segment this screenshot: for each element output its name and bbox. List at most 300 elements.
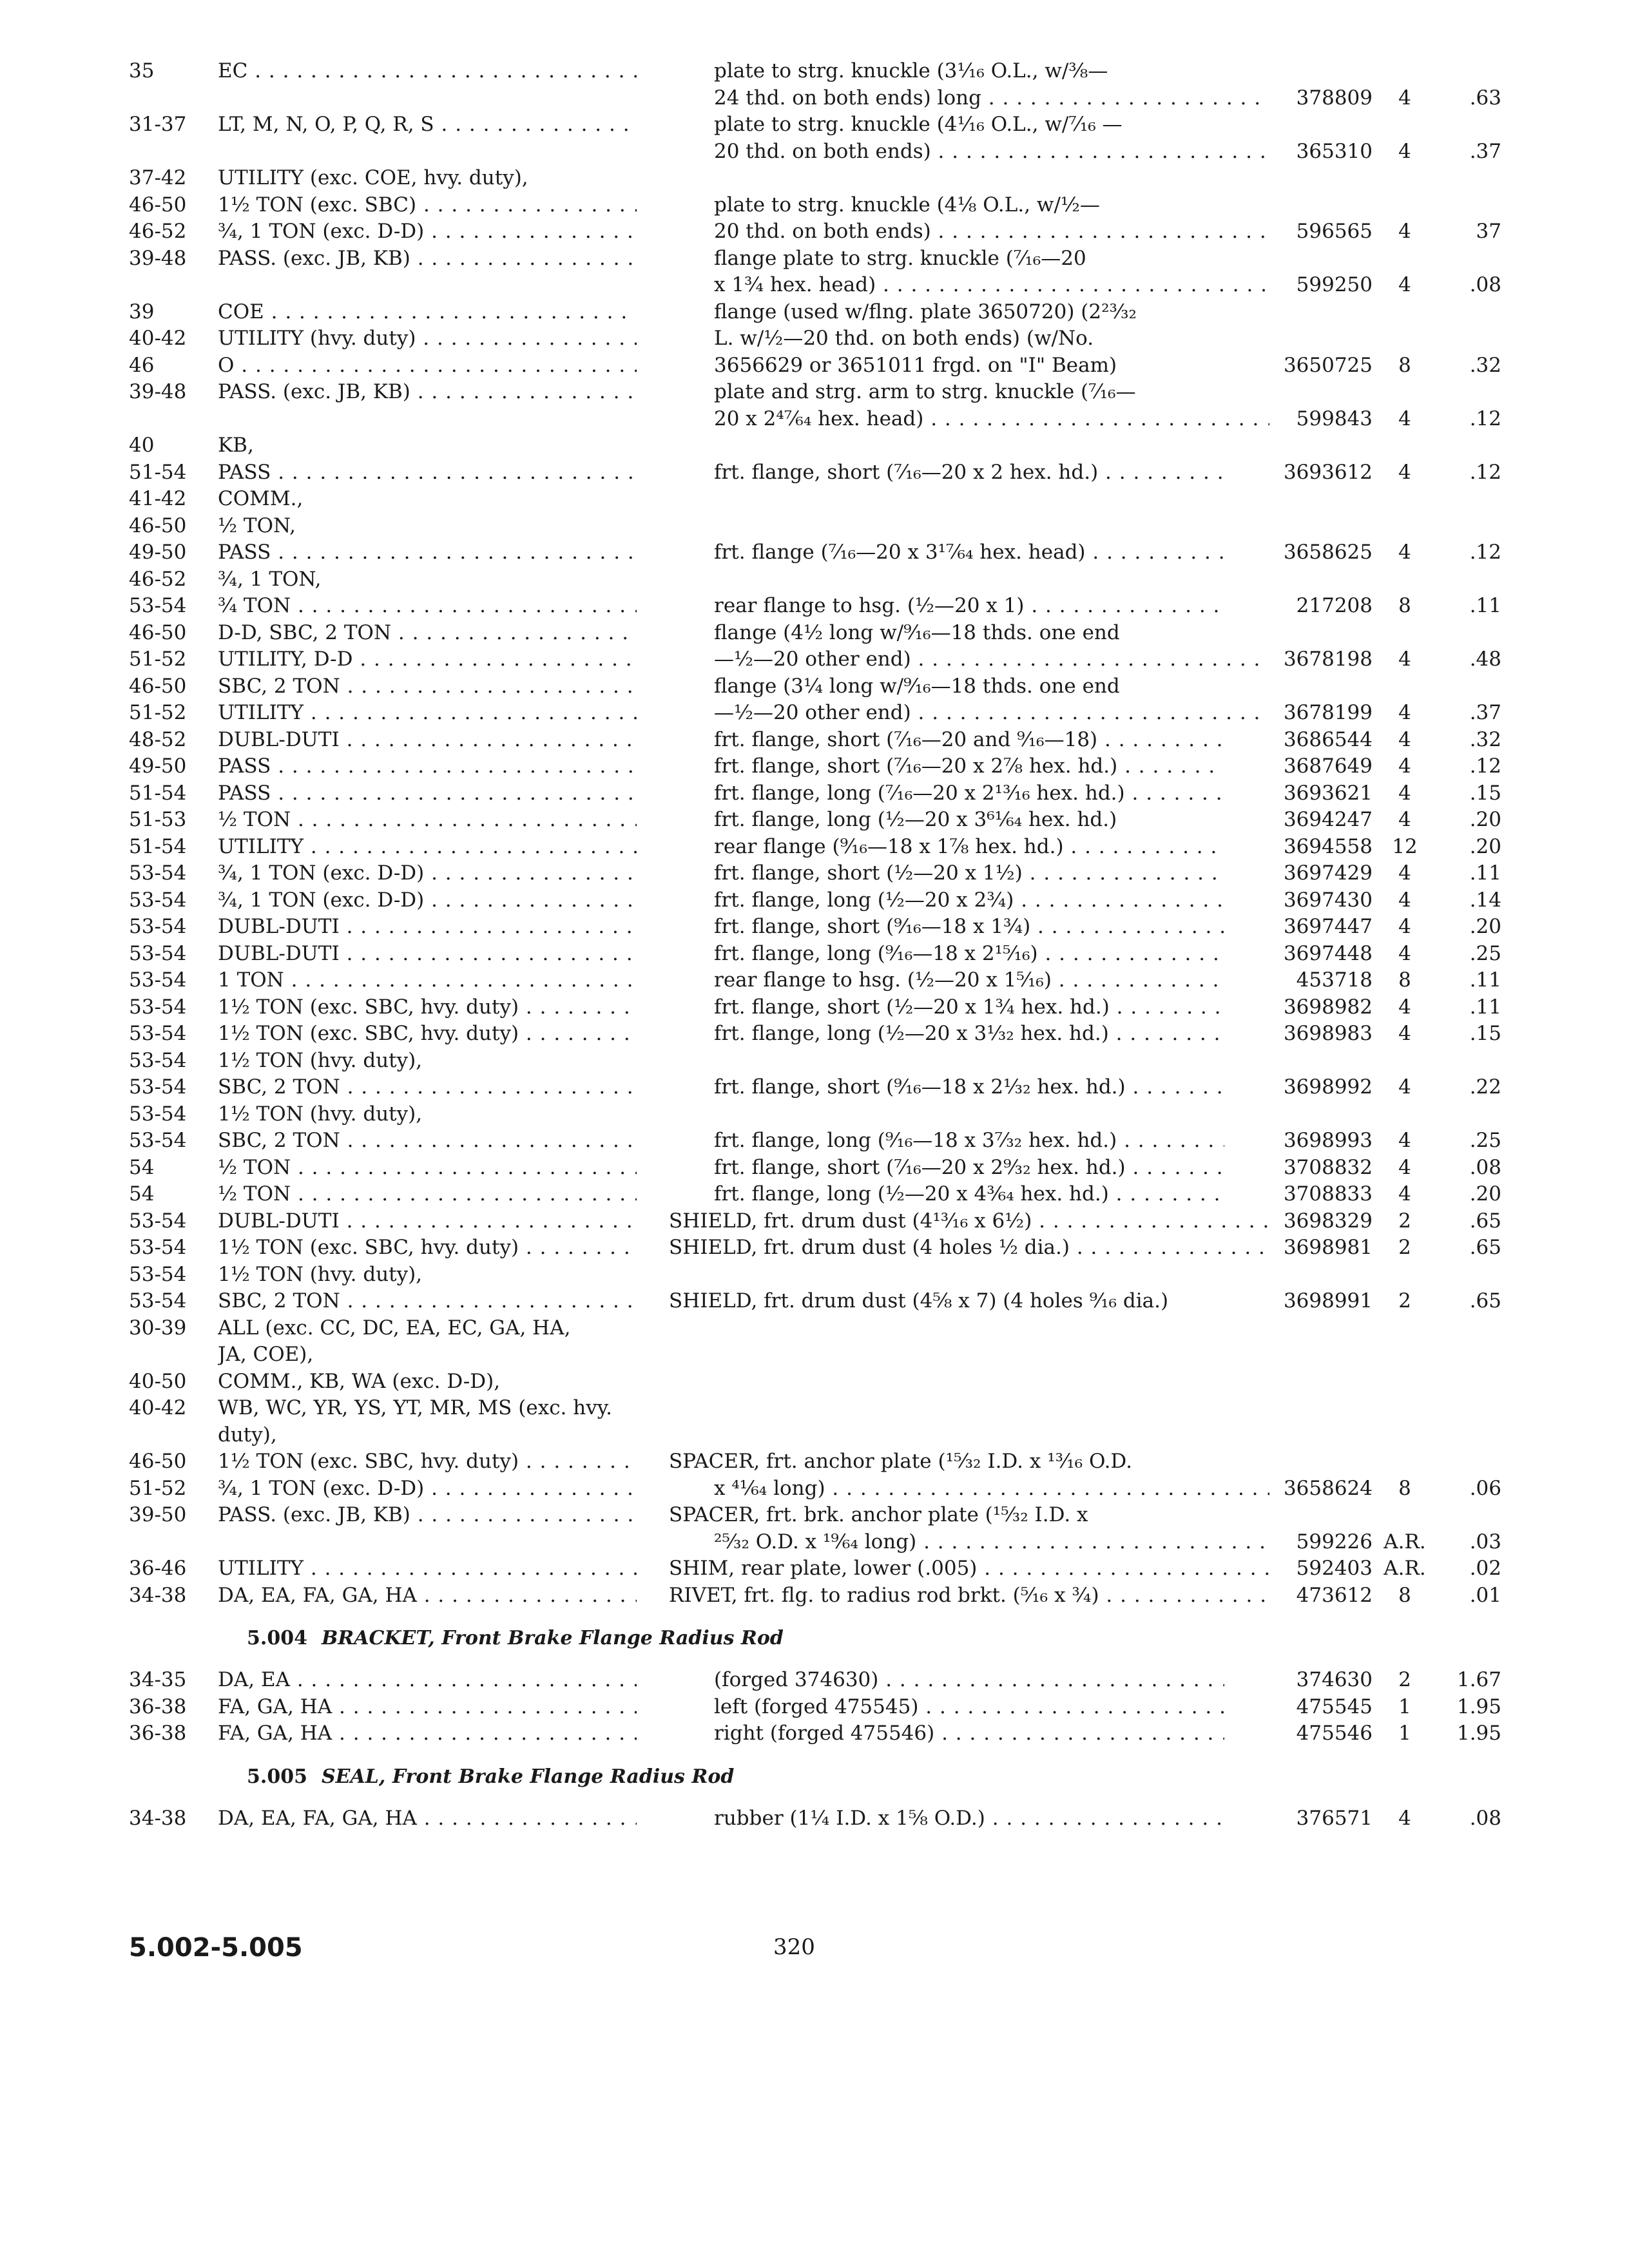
table-row xyxy=(129,1021,1501,1048)
year-cell: 46-52 xyxy=(129,220,187,243)
price-cell: .08 xyxy=(1469,1806,1501,1830)
model-cell: O . . . xyxy=(218,352,637,380)
part-number-cell: 475546 xyxy=(1296,1722,1373,1745)
quantity-cell: 4 xyxy=(1398,1075,1411,1099)
part-number-cell: 3687649 xyxy=(1283,754,1373,778)
table-row xyxy=(129,58,1418,85)
year-cell: 34-35 xyxy=(129,1668,187,1691)
table-row xyxy=(129,379,1418,406)
year-cell: 39-48 xyxy=(129,380,187,403)
description-cell: frt. flange, long (⁹⁄₁₆—18 x 3⁷⁄₃₂ hex. hd.) . . . xyxy=(669,1128,1224,1155)
table-row xyxy=(129,646,1501,673)
quantity-cell: 12 xyxy=(1392,834,1418,858)
section-header xyxy=(129,1747,1418,1805)
year-cell: 46-52 xyxy=(129,567,187,591)
model-cell: PASS . . . xyxy=(218,780,637,807)
model-cell: 1 TON . . . xyxy=(218,967,637,994)
description-cell: frt. flange, short (⁷⁄₁₆—20 x 2⁹⁄₃₂ hex. hd.) . . . xyxy=(669,1155,1224,1182)
price-cell: .08 xyxy=(1469,273,1501,296)
year-cell: 49-50 xyxy=(129,754,187,778)
price-cell: .65 xyxy=(1469,1289,1501,1312)
description-cell: flange plate to strg. knuckle (⁷⁄₁₆—20 xyxy=(714,246,1086,270)
price-cell: .37 xyxy=(1469,701,1501,724)
part-number-cell: 3658624 xyxy=(1283,1476,1373,1500)
price-cell: .12 xyxy=(1469,460,1501,484)
table-row xyxy=(129,1262,1418,1289)
quantity-cell: 2 xyxy=(1398,1236,1411,1259)
price-cell: .25 xyxy=(1469,941,1501,965)
model-cell: 1½ TON (exc. SBC, hvy. duty) . . . xyxy=(218,994,637,1021)
model-cell: 1½ TON (exc. SBC, hvy. duty) . . . xyxy=(218,1021,637,1048)
year-cell: 41-42 xyxy=(129,487,187,510)
quantity-cell: 4 xyxy=(1398,541,1411,564)
model-cell: PASS. (exc. JB, KB) . . . xyxy=(218,1502,637,1529)
table-row xyxy=(129,914,1501,941)
quantity-cell: 4 xyxy=(1398,888,1411,912)
description-cell: SHIELD, frt. drum dust (4¹³⁄₁₆ x 6½) . . . xyxy=(669,1208,1269,1235)
table-row xyxy=(129,1315,1418,1342)
description-cell: 24 thd. on both ends) long . . . xyxy=(669,85,1269,112)
quantity-cell: 8 xyxy=(1398,353,1411,377)
quantity-cell: 4 xyxy=(1398,861,1411,885)
year-cell: 46 xyxy=(129,353,155,377)
description-cell: flange (3¼ long w/⁹⁄₁₆—18 thds. one end xyxy=(714,674,1120,698)
quantity-cell: A.R. xyxy=(1383,1557,1426,1580)
price-cell: .32 xyxy=(1469,353,1501,377)
description-cell: frt. flange, short (⁹⁄₁₆—18 x 1¾) . . . xyxy=(669,914,1224,941)
year-cell: 40-50 xyxy=(129,1369,187,1393)
description-cell: frt. flange, long (⁹⁄₁₆—18 x 2¹⁵⁄₁₆) . . . xyxy=(669,941,1224,968)
year-cell: 53-54 xyxy=(129,888,187,912)
section-header xyxy=(129,1609,1418,1667)
model-cell: UTILITY . . . xyxy=(218,1555,637,1582)
model-cell: PASS . . . xyxy=(218,459,637,486)
quantity-cell: 4 xyxy=(1398,808,1411,831)
description-cell: rear flange (⁹⁄₁₆—18 x 1⅞ hex. hd.) . . . xyxy=(669,834,1224,861)
description-cell: frt. flange, short (½—20 x 1¾ hex. hd.) . . . xyxy=(669,994,1224,1021)
quantity-cell: 1 xyxy=(1398,1695,1411,1718)
quantity-cell: 2 xyxy=(1398,1209,1411,1233)
page-number: 320 xyxy=(773,1934,815,1960)
model-cell: ¾, 1 TON (exc. D-D) . . . xyxy=(218,218,637,245)
description-cell: plate and strg. arm to strg. knuckle (⁷⁄₁₆— xyxy=(714,380,1136,403)
year-cell: 48-52 xyxy=(129,727,187,751)
description-cell: rear flange to hsg. (½—20 x 1) . . . xyxy=(669,593,1224,620)
table-row xyxy=(129,139,1501,166)
part-number-cell: 599250 xyxy=(1296,273,1373,296)
price-cell: .12 xyxy=(1469,754,1501,778)
year-cell: 51-54 xyxy=(129,834,187,858)
quantity-cell: 4 xyxy=(1398,995,1411,1019)
description-cell: frt. flange, long (½—20 x 3⁶¹⁄₆₄ hex. hd.) xyxy=(714,808,1117,831)
description-cell: frt. flange, long (⁷⁄₁₆—20 x 2¹³⁄₁₆ hex. hd.) . . . xyxy=(669,780,1224,807)
price-cell: .32 xyxy=(1469,727,1501,751)
table-row xyxy=(129,1555,1501,1582)
description-cell: frt. flange, short (⁹⁄₁₆—18 x 2¹⁄₃₂ hex. hd.) . . . xyxy=(669,1074,1224,1101)
year-cell: 40 xyxy=(129,434,155,457)
model-cell: COMM., xyxy=(218,487,304,510)
price-cell: .14 xyxy=(1469,888,1501,912)
part-number-cell: 3697448 xyxy=(1283,941,1373,965)
model-cell: 1½ TON (hvy. duty), xyxy=(218,1048,423,1072)
price-cell: .15 xyxy=(1469,781,1501,805)
model-cell: KB, xyxy=(218,434,254,457)
part-number-cell: 3693621 xyxy=(1283,781,1373,805)
section-number: 5.005 xyxy=(247,1765,307,1788)
part-number-cell: 376571 xyxy=(1296,1806,1373,1830)
table-row xyxy=(129,1502,1418,1529)
year-cell: 53-54 xyxy=(129,594,187,617)
description-cell: 20 thd. on both ends) . . . xyxy=(669,139,1269,166)
model-cell: SBC, 2 TON . . . xyxy=(218,1128,637,1155)
quantity-cell: 4 xyxy=(1398,941,1411,965)
part-number-cell: 378809 xyxy=(1296,86,1373,110)
part-number-cell: 3698991 xyxy=(1283,1289,1373,1312)
quantity-cell: 4 xyxy=(1398,1155,1411,1179)
model-cell: COE . . . xyxy=(218,299,637,326)
table-row xyxy=(129,593,1501,620)
year-cell: 53-54 xyxy=(129,861,187,885)
table-row xyxy=(129,1235,1501,1262)
quantity-cell: 4 xyxy=(1398,727,1411,751)
description-cell: SHIELD, frt. drum dust (4⅝ x 7) (4 holes ⁹⁄₁₆ dia.) xyxy=(669,1289,1169,1312)
table-row xyxy=(129,85,1501,112)
model-cell: PASS . . . xyxy=(218,753,637,780)
year-cell: 39-50 xyxy=(129,1503,187,1526)
table-row xyxy=(129,1475,1501,1503)
model-cell: EC . . . xyxy=(218,58,637,85)
model-cell: FA, GA, HA . . . xyxy=(218,1694,637,1721)
table-row xyxy=(129,1448,1418,1475)
description-cell: frt. flange, short (⁷⁄₁₆—20 and ⁹⁄₁₆—18) . . . xyxy=(669,727,1224,754)
description-cell: SHIELD, frt. drum dust (4 holes ½ dia.) . . . xyxy=(669,1235,1269,1262)
quantity-cell: 4 xyxy=(1398,460,1411,484)
quantity-cell: 8 xyxy=(1398,1583,1411,1607)
price-cell: .12 xyxy=(1469,407,1501,430)
model-cell: ¾, 1 TON (exc. D-D) . . . xyxy=(218,860,637,887)
quantity-cell: 2 xyxy=(1398,1289,1411,1312)
year-cell: 36-38 xyxy=(129,1695,187,1718)
year-cell: 39-48 xyxy=(129,246,187,270)
model-cell: SBC, 2 TON . . . xyxy=(218,1074,637,1101)
table-row xyxy=(129,1720,1501,1747)
year-cell: 53-54 xyxy=(129,1102,187,1126)
year-cell: 53-54 xyxy=(129,915,187,938)
model-cell: UTILITY (hvy. duty) . . . xyxy=(218,325,637,352)
description-cell: x ⁴¹⁄₆₄ long) . . . xyxy=(669,1475,1269,1503)
price-cell: .02 xyxy=(1469,1557,1501,1580)
price-cell: .20 xyxy=(1469,808,1501,831)
table-row xyxy=(129,539,1501,566)
table-row xyxy=(129,272,1501,299)
price-cell: 37 xyxy=(1476,220,1501,243)
year-cell: 40-42 xyxy=(129,327,187,350)
price-cell: .01 xyxy=(1469,1583,1501,1607)
model-cell: D-D, SBC, 2 TON . . . xyxy=(218,620,637,647)
table-row xyxy=(129,1048,1418,1075)
table-row xyxy=(129,941,1501,968)
quantity-cell: A.R. xyxy=(1383,1530,1426,1553)
table-row xyxy=(129,1181,1501,1208)
description-cell: flange (used w/flng. plate 3650720) (2²³⁄₃₂ xyxy=(714,300,1137,323)
price-cell: .25 xyxy=(1469,1129,1501,1152)
model-cell: ALL (exc. CC, DC, EA, EC, GA, HA, xyxy=(218,1316,571,1340)
part-number-cell: 3686544 xyxy=(1283,727,1373,751)
table-row xyxy=(129,780,1501,807)
price-cell: .65 xyxy=(1469,1236,1501,1259)
table-row xyxy=(129,1288,1501,1315)
table-row xyxy=(129,486,1418,513)
year-cell: 46-50 xyxy=(129,674,187,698)
model-cell: DUBL-DUTI . . . xyxy=(218,941,637,968)
part-number-cell: 3694558 xyxy=(1283,834,1373,858)
quantity-cell: 4 xyxy=(1398,1129,1411,1152)
price-cell: .03 xyxy=(1469,1530,1501,1553)
model-cell: ¾ TON . . . xyxy=(218,593,637,620)
year-cell: 46-50 xyxy=(129,1450,187,1473)
part-number-cell: 3698992 xyxy=(1283,1075,1373,1099)
description-cell: frt. flange, short (⁷⁄₁₆—20 x 2 hex. hd.) . . . xyxy=(669,459,1224,486)
model-cell: 1½ TON (hvy. duty), xyxy=(218,1262,423,1286)
quantity-cell: 4 xyxy=(1398,781,1411,805)
table-row xyxy=(129,1369,1418,1396)
model-cell: ¾, 1 TON (exc. D-D) . . . xyxy=(218,1475,637,1503)
table-row xyxy=(129,807,1501,834)
model-cell: DUBL-DUTI . . . xyxy=(218,914,637,941)
table-row xyxy=(129,1694,1501,1721)
part-number-cell: 217208 xyxy=(1296,594,1373,617)
table-row xyxy=(129,1074,1501,1101)
year-cell: 34-38 xyxy=(129,1583,187,1607)
description-cell: plate to strg. knuckle (4⅛ O.L., w/½— xyxy=(714,193,1100,216)
part-number-cell: 3678199 xyxy=(1283,701,1373,724)
model-cell: 1½ TON (exc. SBC) . . . xyxy=(218,192,637,219)
part-number-cell: 3708833 xyxy=(1283,1182,1373,1206)
part-number-cell: 3708832 xyxy=(1283,1155,1373,1179)
table-row xyxy=(129,1667,1501,1694)
part-number-cell: 3694247 xyxy=(1283,808,1373,831)
price-cell: 1.67 xyxy=(1456,1668,1501,1691)
year-cell: 53-54 xyxy=(129,1022,187,1045)
model-cell: 1½ TON (hvy. duty), xyxy=(218,1102,423,1126)
section-name: BRACKET, Front Brake Flange Radius Rod xyxy=(321,1627,784,1649)
price-cell: 1.95 xyxy=(1456,1695,1501,1718)
description-cell: frt. flange (⁷⁄₁₆—20 x 3¹⁷⁄₆₄ hex. head) . . . xyxy=(669,539,1224,566)
table-row xyxy=(129,352,1501,380)
model-cell: PASS . . . xyxy=(218,539,637,566)
year-cell: 51-54 xyxy=(129,460,187,484)
parts-sections xyxy=(129,1609,1501,1832)
part-number-cell: 3697447 xyxy=(1283,915,1373,938)
table-row xyxy=(129,620,1418,647)
section-number: 5.004 xyxy=(247,1627,307,1649)
model-cell: UTILITY (exc. COE, hvy. duty), xyxy=(218,166,528,189)
section-name: SEAL, Front Brake Flange Radius Rod xyxy=(321,1765,735,1788)
quantity-cell: 8 xyxy=(1398,1476,1411,1500)
quantity-cell: 1 xyxy=(1398,1722,1411,1745)
year-cell: 53-54 xyxy=(129,1289,187,1312)
table-row xyxy=(129,967,1501,994)
parts-table-main xyxy=(129,58,1501,1609)
price-cell: .48 xyxy=(1469,648,1501,671)
model-cell: ½ TON . . . xyxy=(218,1155,637,1182)
description-cell: L. w/½—20 thd. on both ends) (w/No. xyxy=(714,327,1094,350)
price-cell: .12 xyxy=(1469,541,1501,564)
part-number-cell: 3697429 xyxy=(1283,861,1373,885)
price-cell: 1.95 xyxy=(1456,1722,1501,1745)
model-cell: DA, EA, FA, GA, HA . . . xyxy=(218,1805,637,1832)
year-cell: 40-42 xyxy=(129,1396,187,1419)
table-row xyxy=(129,1155,1501,1182)
model-cell: DUBL-DUTI . . . xyxy=(218,1208,637,1235)
price-cell: .20 xyxy=(1469,834,1501,858)
part-number-cell: 365310 xyxy=(1296,139,1373,163)
part-number-cell: 3678198 xyxy=(1283,648,1373,671)
description-cell: plate to strg. knuckle (4⅟₁₆ O.L., w/⁷⁄₁₆ — xyxy=(714,113,1123,136)
quantity-cell: 8 xyxy=(1398,968,1411,992)
year-cell: 51-52 xyxy=(129,1476,187,1500)
table-row xyxy=(129,700,1501,727)
part-number-cell: 3698329 xyxy=(1283,1209,1373,1233)
description-cell: frt. flange, long (½—20 x 2¾) . . . xyxy=(669,887,1224,914)
year-cell: 53-54 xyxy=(129,1129,187,1152)
description-cell: rubber (1¼ I.D. x 1⅝ O.D.) . . . xyxy=(669,1805,1224,1832)
quantity-cell: 4 xyxy=(1398,1022,1411,1045)
model-cell: ½ TON . . . xyxy=(218,1181,637,1208)
table-row xyxy=(129,1582,1501,1610)
description-cell: ²⁵⁄₃₂ O.D. x ¹⁹⁄₆₄ long) . . . xyxy=(669,1529,1269,1556)
description-cell: —½—20 other end) . . . xyxy=(669,700,1269,727)
description-cell: plate to strg. knuckle (3⅟₁₆ O.L., w/⅜— xyxy=(714,59,1108,82)
year-cell: 36-38 xyxy=(129,1722,187,1745)
part-number-cell: 592403 xyxy=(1296,1557,1373,1580)
table-row xyxy=(129,432,1418,459)
year-cell: 49-50 xyxy=(129,541,187,564)
table-row xyxy=(129,192,1418,219)
year-cell: 51-53 xyxy=(129,808,187,831)
quantity-cell: 4 xyxy=(1398,915,1411,938)
year-cell: 51-52 xyxy=(129,648,187,671)
model-cell: duty), xyxy=(218,1423,277,1446)
description-cell: SHIM, rear plate, lower (.005) . . . xyxy=(669,1555,1269,1582)
table-row xyxy=(129,299,1418,326)
part-number-cell: 475545 xyxy=(1296,1695,1373,1718)
section-title xyxy=(247,1627,784,1649)
table-row xyxy=(129,1395,1418,1422)
quantity-cell: 4 xyxy=(1398,1806,1411,1830)
description-cell: SPACER, frt. brk. anchor plate (¹⁵⁄₃₂ I.D. x xyxy=(669,1503,1088,1526)
price-cell: .08 xyxy=(1469,1155,1501,1179)
part-number-cell: 374630 xyxy=(1296,1668,1373,1691)
year-cell: 53-54 xyxy=(129,995,187,1019)
model-cell: JA, COE), xyxy=(218,1343,314,1366)
description-cell: 3656629 or 3651011 frgd. on "I" Beam) xyxy=(714,353,1117,377)
table-row xyxy=(129,673,1418,700)
part-number-cell: 3698983 xyxy=(1283,1022,1373,1045)
price-cell: .65 xyxy=(1469,1209,1501,1233)
part-number-cell: 453718 xyxy=(1296,968,1373,992)
table-row xyxy=(129,406,1501,433)
part-number-cell: 473612 xyxy=(1296,1583,1373,1607)
table-row xyxy=(129,994,1501,1021)
table-row xyxy=(129,1101,1418,1128)
model-cell: DA, EA . . . xyxy=(218,1667,637,1694)
part-number-cell: 3697430 xyxy=(1283,888,1373,912)
quantity-cell: 4 xyxy=(1398,407,1411,430)
part-number-cell: 3698993 xyxy=(1283,1129,1373,1152)
model-cell: ¾, 1 TON (exc. D-D) . . . xyxy=(218,887,637,914)
description-cell: 20 thd. on both ends) . . . xyxy=(669,218,1269,245)
year-cell: 53-54 xyxy=(129,1236,187,1259)
model-cell: COMM., KB, WA (exc. D-D), xyxy=(218,1369,501,1393)
description-cell: left (forged 475545) . . . xyxy=(669,1694,1224,1721)
table-row xyxy=(129,834,1501,861)
section-title xyxy=(247,1765,734,1788)
part-number-cell: 3658625 xyxy=(1283,541,1373,564)
year-cell: 30-39 xyxy=(129,1316,187,1340)
year-cell: 53-54 xyxy=(129,968,187,992)
year-cell: 39 xyxy=(129,300,155,323)
part-number-cell: 599843 xyxy=(1296,407,1373,430)
model-cell: DUBL-DUTI . . . xyxy=(218,727,637,754)
table-row xyxy=(129,1422,1418,1449)
year-cell: 46-50 xyxy=(129,514,187,537)
model-cell: ¾, 1 TON, xyxy=(218,567,322,591)
model-cell: SBC, 2 TON . . . xyxy=(218,673,637,700)
description-cell: x 1¾ hex. head) . . . xyxy=(669,272,1269,299)
model-cell: FA, GA, HA . . . xyxy=(218,1720,637,1747)
table-row xyxy=(129,1128,1501,1155)
part-number-cell: 3698981 xyxy=(1283,1236,1373,1259)
description-cell: frt. flange, short (½—20 x 1½) . . . xyxy=(669,860,1224,887)
year-cell: 54 xyxy=(129,1155,155,1179)
model-cell: PASS. (exc. JB, KB) . . . xyxy=(218,245,637,273)
table-row xyxy=(129,1341,1418,1369)
part-number-cell: 3693612 xyxy=(1283,460,1373,484)
year-cell: 53-54 xyxy=(129,1075,187,1099)
table-row xyxy=(129,245,1418,273)
price-cell: .20 xyxy=(1469,915,1501,938)
description-cell: (forged 374630) . . . xyxy=(669,1667,1224,1694)
table-row xyxy=(129,165,1418,192)
model-cell: 1½ TON (exc. SBC, hvy. duty) . . . xyxy=(218,1448,637,1475)
model-cell: PASS. (exc. JB, KB) . . . xyxy=(218,379,637,406)
table-row xyxy=(129,513,1418,540)
footer-section-code: 5.002-5.005 xyxy=(129,1933,303,1963)
description-cell: 20 x 2⁴⁷⁄₆₄ hex. head) . . . xyxy=(669,406,1269,433)
quantity-cell: 2 xyxy=(1398,1668,1411,1691)
description-cell: frt. flange, long (½—20 x 4³⁄₆₄ hex. hd.) . . . xyxy=(669,1181,1224,1208)
price-cell: .11 xyxy=(1469,594,1501,617)
quantity-cell: 4 xyxy=(1398,701,1411,724)
table-row xyxy=(129,459,1501,486)
description-cell: right (forged 475546) . . . xyxy=(669,1720,1224,1747)
part-number-cell: 3650725 xyxy=(1283,353,1373,377)
part-number-cell: 3698982 xyxy=(1283,995,1373,1019)
price-cell: .11 xyxy=(1469,968,1501,992)
quantity-cell: 4 xyxy=(1398,86,1411,110)
price-cell: .20 xyxy=(1469,1182,1501,1206)
model-cell: SBC, 2 TON . . . xyxy=(218,1288,637,1315)
price-cell: .22 xyxy=(1469,1075,1501,1099)
description-cell: rear flange to hsg. (½—20 x 1⁵⁄₁₆) . . . xyxy=(669,967,1224,994)
year-cell: 31-37 xyxy=(129,113,187,136)
price-cell: .63 xyxy=(1469,86,1501,110)
description-cell: flange (4½ long w/⁹⁄₁₆—18 thds. one end xyxy=(714,620,1120,644)
year-cell: 51-52 xyxy=(129,701,187,724)
year-cell: 35 xyxy=(129,59,155,82)
year-cell: 54 xyxy=(129,1182,155,1206)
